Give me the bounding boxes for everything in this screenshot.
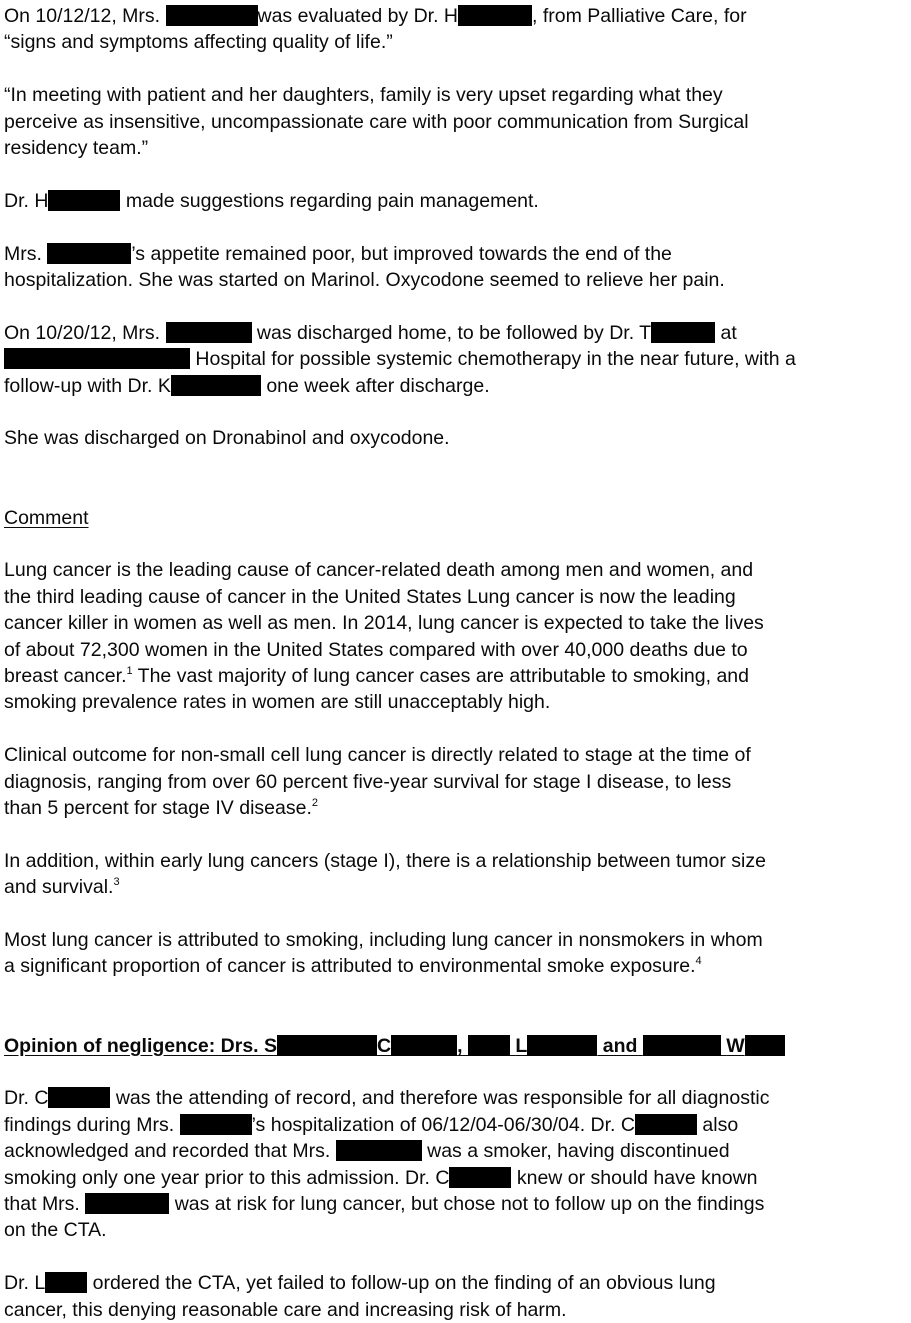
redaction-block bbox=[45, 1272, 87, 1293]
paragraph-line: Most lung cancer is attributed to smoking, including lung cancer in nonsmokers in whom bbox=[4, 929, 763, 952]
redaction-block bbox=[171, 375, 261, 396]
paragraph-line: She was discharged on Dronabinol and oxycodone. bbox=[4, 427, 450, 450]
redaction-block bbox=[85, 1193, 169, 1214]
document-page bbox=[4, 3, 907, 1323]
redaction-block bbox=[527, 1035, 597, 1056]
paragraph-line: Mrs. ’s appetite remained poor, but improved towards the end of the bbox=[4, 242, 672, 265]
paragraph-line: breast cancer.$^1$ The vast majority of lung cancer cases are attributable to smoking, and bbox=[4, 665, 749, 688]
paragraph-line: of about 72,300 women in the United States compared with over 40,000 deaths due to bbox=[4, 638, 748, 661]
paragraph-line: On 10/20/12, Mrs. was discharged home, to be followed by Dr. T at bbox=[4, 321, 737, 344]
paragraph-line: follow-up with Dr. K one week after discharge. bbox=[4, 374, 490, 397]
paragraph-line: perceive as insensitive, uncompassionate care with poor communication from Surgical bbox=[4, 110, 749, 133]
paragraph-line: acknowledged and recorded that Mrs. was a smoker, having discontinued bbox=[4, 1140, 730, 1163]
paragraph-line: on the CTA. bbox=[4, 1219, 107, 1242]
paragraph-line: “signs and symptoms affecting quality of life.” bbox=[4, 31, 393, 54]
paragraph-line: hospitalization. She was started on Marinol. Oxycodone seemed to relieve her pain. bbox=[4, 269, 725, 292]
redaction-block bbox=[277, 1035, 377, 1056]
redaction-block bbox=[166, 5, 258, 26]
comment-heading: Comment bbox=[4, 506, 89, 529]
redaction-block bbox=[47, 243, 131, 264]
paragraph-line: a significant proportion of cancer is attributed to environmental smoke exposure.$^4$ bbox=[4, 955, 702, 978]
footnote-marker: 4 bbox=[695, 955, 702, 968]
paragraph-line: than 5 percent for stage IV disease.$^2$ bbox=[4, 797, 318, 820]
paragraph-line: “In meeting with patient and her daughters, family is very upset regarding what they bbox=[4, 84, 723, 107]
redaction-block bbox=[180, 1114, 252, 1135]
redaction-block bbox=[468, 1035, 510, 1056]
paragraph-line: Lung cancer is the leading cause of cancer-related death among men and women, and bbox=[4, 559, 754, 582]
footnote-marker: 3 bbox=[113, 876, 120, 889]
redaction-block bbox=[449, 1167, 511, 1188]
footnote-marker: 1 bbox=[126, 665, 133, 678]
redaction-block bbox=[336, 1140, 422, 1161]
paragraph-line: findings during Mrs. ’s hospitalization of 06/12/04-06/30/04. Dr. C also bbox=[4, 1113, 739, 1136]
paragraph-line: smoking prevalence rates in women are still unacceptably high. bbox=[4, 691, 551, 714]
redaction-block bbox=[458, 5, 532, 26]
paragraph-line: cancer, this denying reasonable care and increasing risk of harm. bbox=[4, 1298, 567, 1321]
opinion-heading: Opinion of negligence: Drs. S C , L and W bbox=[4, 1033, 907, 1059]
paragraph-line: In addition, within early lung cancers (stage I), there is a relationship between tumor size bbox=[4, 849, 766, 872]
paragraph-line: Dr. H made suggestions regarding pain management. bbox=[4, 189, 539, 212]
redaction-block bbox=[391, 1035, 457, 1056]
redaction-block bbox=[651, 322, 715, 343]
paragraph-line: the third leading cause of cancer in the United States Lung cancer is now the leading bbox=[4, 585, 736, 608]
redaction-block bbox=[643, 1035, 721, 1056]
footnote-marker: 2 bbox=[311, 797, 318, 810]
paragraph-line: diagnosis, ranging from over 60 percent five-year survival for stage I disease, to less bbox=[4, 770, 732, 793]
paragraph-line: smoking only one year prior to this admission. Dr. C knew or should have known bbox=[4, 1166, 758, 1189]
paragraph-line: that Mrs. was at risk for lung cancer, but chose not to follow up on the findings bbox=[4, 1193, 765, 1216]
redaction-block bbox=[4, 348, 190, 369]
paragraph-line: Dr. C was the attending of record, and therefore was responsible for all diagnostic bbox=[4, 1087, 770, 1110]
paragraph-line: Hospital for possible systemic chemotherapy in the near future, with a bbox=[4, 346, 907, 372]
redaction-block bbox=[48, 1087, 110, 1108]
paragraph-line: and survival.$^3$ bbox=[4, 876, 120, 899]
paragraph-line: cancer killer in women as well as men. In 2014, lung cancer is expected to take the lives bbox=[4, 612, 764, 635]
paragraph-line: On 10/12/12, Mrs. was evaluated by Dr. H , from Palliative Care, for bbox=[4, 5, 747, 27]
redaction-block bbox=[166, 322, 252, 343]
paragraph-line: residency team.” bbox=[4, 137, 149, 160]
paragraph-line: Clinical outcome for non-small cell lung cancer is directly related to stage at the time of bbox=[4, 744, 751, 767]
redaction-block bbox=[745, 1035, 785, 1056]
redaction-block bbox=[635, 1114, 697, 1135]
paragraph-line: Dr. L ordered the CTA, yet failed to follow-up on the finding of an obvious lung bbox=[4, 1272, 716, 1295]
redaction-block bbox=[48, 190, 120, 211]
